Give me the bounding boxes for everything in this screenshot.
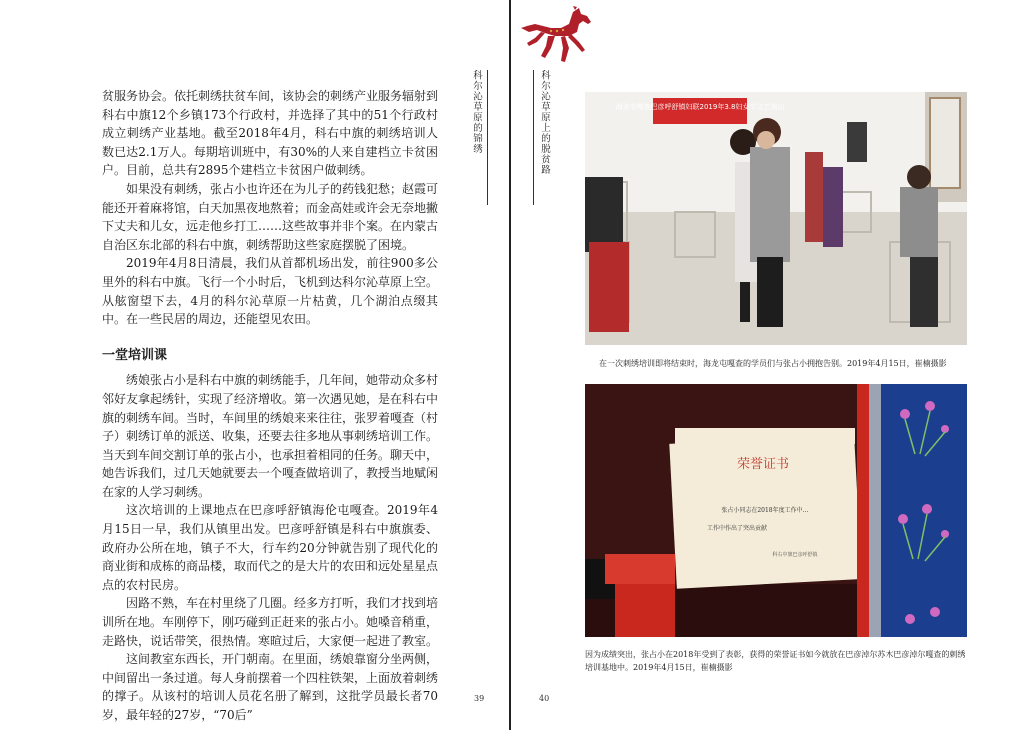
training-hug-photo <box>585 92 967 345</box>
certificate-line1: 张占小同志在2018年度工作中… <box>721 507 809 514</box>
left-page <box>0 0 510 730</box>
certificate-line2: 工作中作出了突出贡献 <box>706 525 768 532</box>
running-head-rule <box>487 70 488 205</box>
running-horse-icon <box>515 6 599 70</box>
certificate-issuer: 科右中旗巴彦呼舒镇 <box>772 552 818 558</box>
paragraph: 绣娘张占小是科右中旗的刺绣能手，几年间，她带动众多村邻好友拿起绣针，实现了经济增收。第一次遇见她，是在科右中旗的刺绣车间。当时，车间里的绣娘来来往往，张罗着嘎查（村子）刺绣订单的派送、收集，还要去往多地从事刺绣培训工作。当天到车间交割订单的张占小，也承担着相同的任务。聊天中，她告诉我们，过几天她就要去一个嘎查做培训了，教授当地赋闲在家的人学习刺绣。 <box>102 373 439 499</box>
photo2-caption: 因为成绩突出，张占小在2018年受到了表彰，获得的荣誉证书如今就放在巴彦淖尔苏木巴彦淖尔嘎查的刺绣培训基地中。2019年4月15日，崔楠摄影 <box>585 650 966 672</box>
paragraph: 这间教室东西长，开门朝南。在里面，绣娘靠窗分坐两侧，中间留出一条过道。每人身前摆着一个四柱铁架，上面放着刺绣的撑子。从该村的培训人员花名册了解到，这批学员最长者70岁，最年轻的27岁，“70后” <box>102 652 439 722</box>
paragraph: 贫服务协会。依托刺绣扶贫车间，该协会的刺绣产业服务辐射到科右中旗12个乡镇173个行政村，并选择了其中的51个行政村成立刺绣产业基地。截至2018年4月，科右中旗的刺绣培训人数已达2.1万人。每期培训班中，有30%的人来自建档立卡贫困户。目前，总共有2895个建档立卡贫困户做刺绣。 <box>102 89 439 178</box>
honor-certificate-photo <box>585 384 967 637</box>
right-page <box>511 0 1021 730</box>
paragraph: 因路不熟，车在村里绕了几圈。经多方打听，我们才找到培训所在地。车刚停下，刚巧碰到正赶来的张占小。她嗓音稍重，走路快，说话带笑，很热情。寒暄过后，大家便一起进了教室。 <box>102 596 439 648</box>
photo1-caption: 在一次刺绣培训即将结束时，海龙屯嘎查的学员们与张占小拥抱告别。2019年4月15日，崔楠摄影 <box>599 359 947 368</box>
running-head-left: 科尔沁草原的锦绣 <box>471 70 482 154</box>
page-number-left: 39 <box>474 694 485 703</box>
section-title: 一堂培训课 <box>102 347 168 363</box>
paragraph: 2019年4月8日清晨，我们从首都机场出发，前往900多公里外的科右中旗。飞行一个小时后，飞机到达科尔沁草原上空。从舷窗望下去，4月的科尔沁草原一片枯黄，几个湖泊点缀其中。在一些民居的周边，还能望见农田。 <box>102 256 439 327</box>
running-head-rule <box>533 70 534 205</box>
certificate-title: 荣誉证书 <box>736 457 790 472</box>
paragraph: 这次培训的上课地点在巴彦呼舒镇海伦屯嘎查。2019年4月15日一早，我们从镇里出发。巴彦呼舒镇是科右中旗旗委、政府办公所在地，镇子不大，行车约20分钟就告别了现代化的商业街和成栋的商品楼，取而代之的是大片的农田和远处星星点点的农村民房。 <box>102 503 439 592</box>
running-head-right: 科尔沁草原上的脱贫路 <box>539 70 550 175</box>
paragraph: 如果没有刺绣，张占小也许还在为儿子的药钱犯愁；赵霞可能还开着麻将馆，白天加黑夜地熬着；而金高娃或许会无奈地撇下丈夫和儿女，远走他乡打工……这些故事并非个案。在内蒙古自治区东北部的科右中旗，刺绣帮助这些家庭摆脱了困境。 <box>102 181 439 252</box>
banner-text: 海龙屯嘎查巴彦呼舒镇妇联2019年3.8妇女节文艺演出 <box>615 103 785 111</box>
page-number-right: 40 <box>539 694 550 703</box>
left-body-text <box>102 87 438 725</box>
